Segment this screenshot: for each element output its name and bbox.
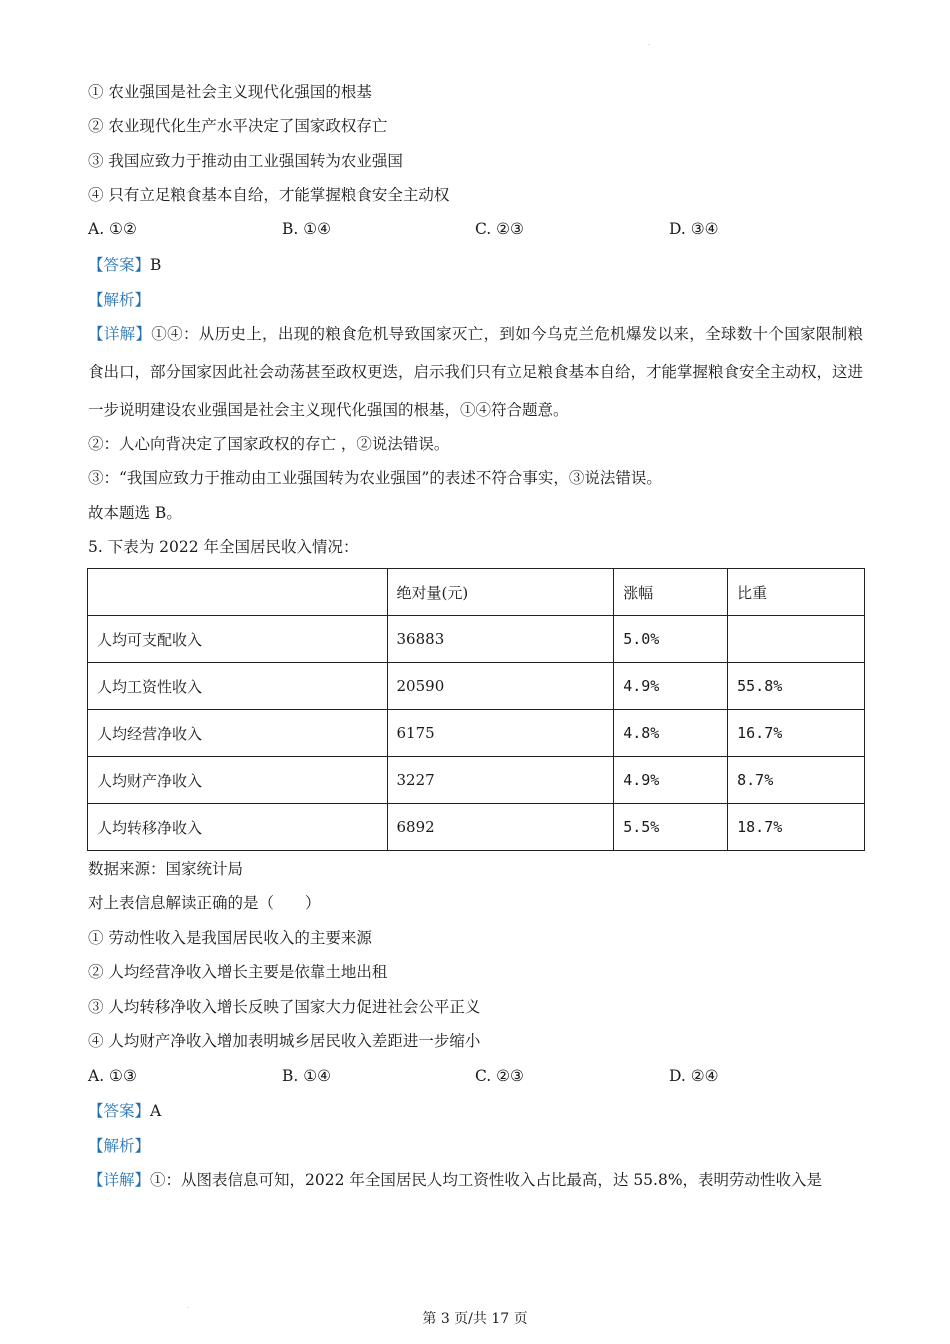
q5-answer [88, 1101, 161, 1121]
q5-statement-4: ④ 人均财产净收入增加表明城乡居民收入差距进一步缩小 [88, 1032, 481, 1050]
q4-detail-line-3: ③：“我国应致力于推动由工业强国转为农业强国”的表述不符合事实，③说法错误。 [88, 469, 662, 487]
q5-detail-line [88, 1170, 822, 1190]
scan-speck: . [648, 40, 650, 47]
q5-question: 对上表信息解读正确的是（ ） [88, 894, 321, 912]
row-amount: 6175 [387, 710, 614, 757]
row-label: 人均财产净收入 [88, 757, 388, 804]
row-label: 人均工资性收入 [88, 663, 388, 710]
q5-option-b: B. ①④ [282, 1067, 332, 1085]
answer-value: A [150, 1102, 162, 1120]
detail-tag: 【详解】 [88, 325, 152, 343]
table-row [88, 663, 865, 710]
row-amount: 20590 [387, 663, 614, 710]
row-share [728, 616, 865, 663]
detail-text: ①④：从历史上，出现的粮食危机导致国家灭亡，到如今乌克兰危机爆发以来，全球数十个国家限制粮食出口，部分国家因此社会动荡甚至政权更迭，启示我们只有立足粮食基本自给，才能掌握粮食安全主动权，这进一步说明建设农业强国是社会主义现代化强国的根基，①④符合题意。 [88, 325, 864, 419]
q4-analysis-tag: 【解析】 [88, 291, 151, 309]
row-share: 16.7% [728, 710, 865, 757]
page-footer: 第 3 页/共 17 页 [422, 1311, 528, 1327]
row-growth: 4.9% [614, 663, 728, 710]
q4-option-d: D. ③④ [669, 220, 719, 238]
detail-tag: 【详解】 [88, 1171, 151, 1189]
q5-option-c: C. ②③ [475, 1067, 524, 1085]
table-row [88, 757, 865, 804]
row-share: 55.8% [728, 663, 865, 710]
q4-statement-4: ④ 只有立足粮食基本自给，才能掌握粮食安全主动权 [88, 186, 450, 204]
q5-statement-3: ③ 人均转移净收入增长反映了国家大力促进社会公平正义 [88, 998, 481, 1016]
row-growth: 4.9% [614, 757, 728, 804]
row-amount: 36883 [387, 616, 614, 663]
row-share: 8.7% [728, 757, 865, 804]
q5-statement-1: ① 劳动性收入是我国居民收入的主要来源 [88, 929, 372, 947]
q4-detail-paragraph [88, 315, 863, 429]
row-growth: 5.0% [614, 616, 728, 663]
q4-statement-1: ① 农业强国是社会主义现代化强国的根基 [88, 83, 372, 101]
table-row [88, 616, 865, 663]
table-row [88, 804, 865, 851]
q4-detail-line-2: ②：人心向背决定了国家政权的存亡 ，②说法错误。 [88, 435, 450, 453]
income-table [87, 568, 865, 851]
q4-statement-2: ② 农业现代化生产水平决定了国家政权存亡 [88, 117, 388, 135]
table-header-row [88, 569, 865, 616]
q4-option-c: C. ②③ [475, 220, 524, 238]
row-amount: 6892 [387, 804, 614, 851]
header-cell-growth: 涨幅 [614, 569, 728, 616]
header-cell-share: 比重 [728, 569, 865, 616]
row-growth: 5.5% [614, 804, 728, 851]
row-share: 18.7% [728, 804, 865, 851]
answer-tag: 【答案】 [88, 256, 151, 274]
q5-option-d: D. ②④ [669, 1067, 719, 1085]
q4-statement-3: ③ 我国应致力于推动由工业强国转为农业强国 [88, 152, 403, 170]
table-row [88, 710, 865, 757]
row-amount: 3227 [387, 757, 614, 804]
row-label: 人均经营净收入 [88, 710, 388, 757]
answer-value: B [150, 256, 162, 274]
row-label: 人均转移净收入 [88, 804, 388, 851]
detail-text: ①：从图表信息可知，2022 年全国居民人均工资性收入占比最高，达 55.8%，表明劳动性收入是 [150, 1171, 823, 1189]
q4-conclusion: 故本题选 B。 [88, 504, 182, 522]
q5-stem: 5. 下表为 2022 年全国居民收入情况： [88, 538, 359, 556]
header-cell-blank [88, 569, 388, 616]
row-label: 人均可支配收入 [88, 616, 388, 663]
row-growth: 4.8% [614, 710, 728, 757]
answer-tag: 【答案】 [88, 1102, 151, 1120]
q4-option-a: A. ①② [88, 220, 137, 238]
q4-answer [88, 255, 161, 275]
q5-option-a: A. ①③ [88, 1067, 137, 1085]
q5-source: 数据来源：国家统计局 [88, 860, 244, 878]
header-cell-absolute: 绝对量(元) [387, 569, 614, 616]
q4-option-b: B. ①④ [282, 220, 332, 238]
q5-analysis-tag: 【解析】 [88, 1137, 151, 1155]
q5-statement-2: ② 人均经营净收入增长主要是依靠土地出租 [88, 963, 388, 981]
scan-speck: . [187, 1303, 189, 1310]
